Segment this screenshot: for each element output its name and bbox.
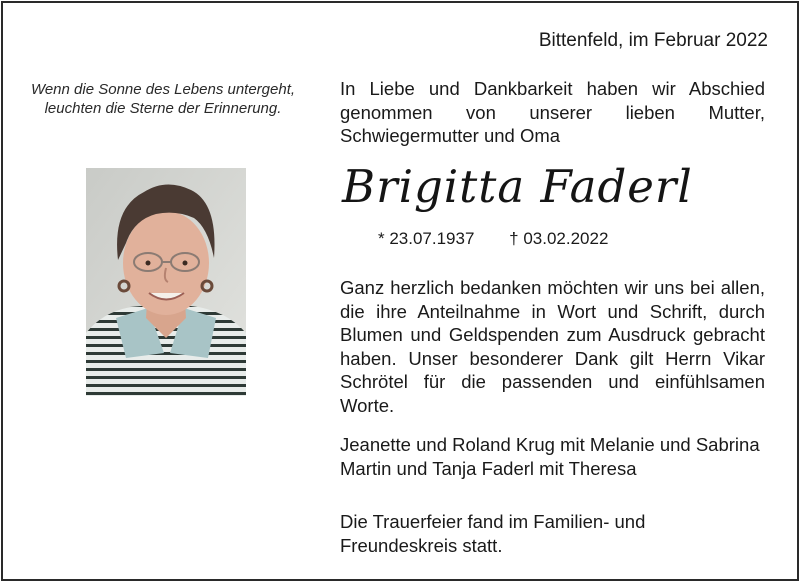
thanks-text: Ganz herzlich bedanken möchten wir uns bei allen, die ihre Anteilnahme in Wort und Schrift, durch Blumen und Geldspenden zum Ausdruck gebracht haben. Unser besonderer Dank gilt Herrn Vikar Schrötel für die passenden und einfühlsamen Worte. <box>340 277 765 416</box>
death-date: † 03.02.2022 <box>509 229 609 248</box>
motto-quote <box>18 80 308 118</box>
family-line-2: Martin und Tanja Faderl mit Theresa <box>340 457 637 479</box>
ceremony-line-1: Die Trauerfeier fand im Familien- und <box>340 511 646 532</box>
deceased-name: Brigitta Faderl <box>342 160 693 213</box>
dateline: Bittenfeld, im Februar 2022 <box>538 30 768 51</box>
life-dates <box>378 229 608 249</box>
motto-line-2: leuchten die Sterne der Erinnerung. <box>44 100 282 117</box>
birth-date: * 23.07.1937 <box>378 229 475 248</box>
family-signatures <box>340 433 765 480</box>
ceremony-note <box>340 510 765 557</box>
intro-text: In Liebe und Dankbarkeit haben wir Abschied genommen von unserer lieben Mutter, Schwiegermutter und Oma <box>340 78 765 146</box>
ceremony-line-2: Freundeskreis statt. <box>340 534 503 556</box>
motto-line-1: Wenn die Sonne des Lebens untergeht, <box>30 81 296 98</box>
family-line-1: Jeanette und Roland Krug mit Melanie und Sabrina <box>340 434 760 455</box>
portrait-photo <box>86 168 246 396</box>
